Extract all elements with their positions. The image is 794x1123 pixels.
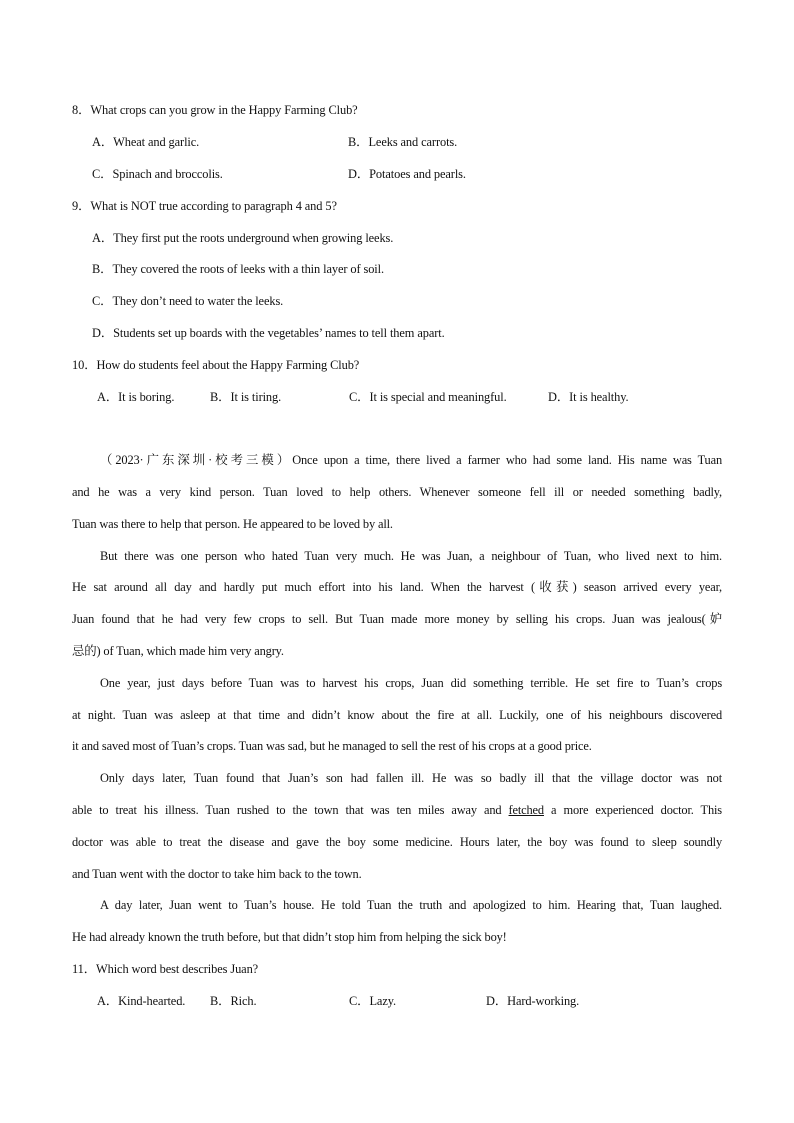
passage-p1-line-1: （2023·广东深圳·校考三模）Once upon a time, there lived a farmer who had some land. His name was Tuan — [100, 453, 722, 467]
question-11-option-c: C．Lazy. — [349, 994, 397, 1008]
passage-p2-line-2: He sat around all day and hardly put much effort into his land. When the harvest (收获) season arrived every year, — [72, 580, 722, 594]
question-9-option-a: A．They first put the roots underground when growing leeks. — [92, 231, 394, 245]
passage-p5-line-2: He had already known the truth before, but that didn’t stop him from helping the sick boy! — [72, 930, 507, 944]
question-8-option-a: A．Wheat and garlic. — [92, 135, 200, 149]
question-9-stem: 9．What is NOT true according to paragraph 4 and 5? — [72, 199, 337, 213]
passage-p2-line-3: Juan found that he had very few crops to sell. But Tuan made more money by selling his crops. Juan was jealous(妒 — [72, 612, 722, 626]
question-9-option-b: B．They covered the roots of leeks with a thin layer of soil. — [92, 262, 384, 276]
question-10-option-d: D．It is healthy. — [548, 390, 629, 404]
question-9-option-d: D．Students set up boards with the vegetables’ names to tell them apart. — [92, 326, 445, 340]
question-8-option-b: B．Leeks and carrots. — [348, 135, 458, 149]
passage-p3-line-3: it and saved most of Tuan’s crops. Tuan was sad, but he managed to sell the rest of his crops at a good price. — [72, 739, 592, 753]
question-11-option-a: A．Kind-hearted. — [97, 994, 186, 1008]
question-11-stem: 11．Which word best describes Juan? — [72, 962, 259, 976]
question-8-option-d: D．Potatoes and pearls. — [348, 167, 466, 181]
passage-p1-line-3: Tuan was there to help that person. He appeared to be loved by all. — [72, 517, 393, 531]
passage-p4-line-3: doctor was able to treat the disease and gave the boy some medicine. Hours later, the boy was found to sleep soundly — [72, 835, 722, 849]
passage-p3-line-2: at night. Tuan was asleep at that time and didn’t know about the fire at all. Luckily, one of his neighbours discovered — [72, 708, 722, 722]
question-9-option-c: C．They don’t need to water the leeks. — [92, 294, 284, 308]
question-10-stem: 10．How do students feel about the Happy Farming Club? — [72, 358, 360, 372]
passage-p2-line-4: 忌的) of Tuan, which made him very angry. — [72, 644, 284, 658]
passage-p4-line-2-post: a more experienced doctor. This — [543, 803, 722, 817]
passage-p4-line-2-pre: able to treat his illness. Tuan rushed to the town that was ten miles away and — [72, 803, 509, 817]
question-8-option-c: C．Spinach and broccolis. — [92, 167, 223, 181]
passage-p1-line-2: and he was a very kind person. Tuan loved to help others. Whenever someone fell ill or needed something badly, — [72, 485, 722, 499]
question-10-option-b: B．It is tiring. — [210, 390, 282, 404]
question-11-option-d: D．Hard-working. — [486, 994, 580, 1008]
question-10-option-c: C．It is special and meaningful. — [349, 390, 507, 404]
question-10-option-a: A．It is boring. — [97, 390, 175, 404]
question-11-option-b: B．Rich. — [210, 994, 257, 1008]
question-8-stem: 8．What crops can you grow in the Happy Farming Club? — [72, 103, 358, 117]
passage-p3-line-1: One year, just days before Tuan was to harvest his crops, Juan did something terrible. He set fire to Tuan’s crops — [100, 676, 722, 690]
passage-p4-line-1: Only days later, Tuan found that Juan’s son had fallen ill. He was so badly ill that the village doctor was not — [100, 771, 722, 785]
underlined-word-fetched: fetched — [508, 803, 544, 817]
passage-p4-line-4: and Tuan went with the doctor to take him back to the town. — [72, 867, 362, 881]
passage-p2-line-1: But there was one person who hated Tuan very much. He was Juan, a neighbour of Tuan, who lived next to him. — [100, 549, 722, 563]
passage-p4-line-2 — [72, 802, 722, 818]
passage-p5-line-1: A day later, Juan went to Tuan’s house. He told Tuan the truth and apologized to him. Hearing that, Tuan laughed. — [100, 898, 722, 912]
